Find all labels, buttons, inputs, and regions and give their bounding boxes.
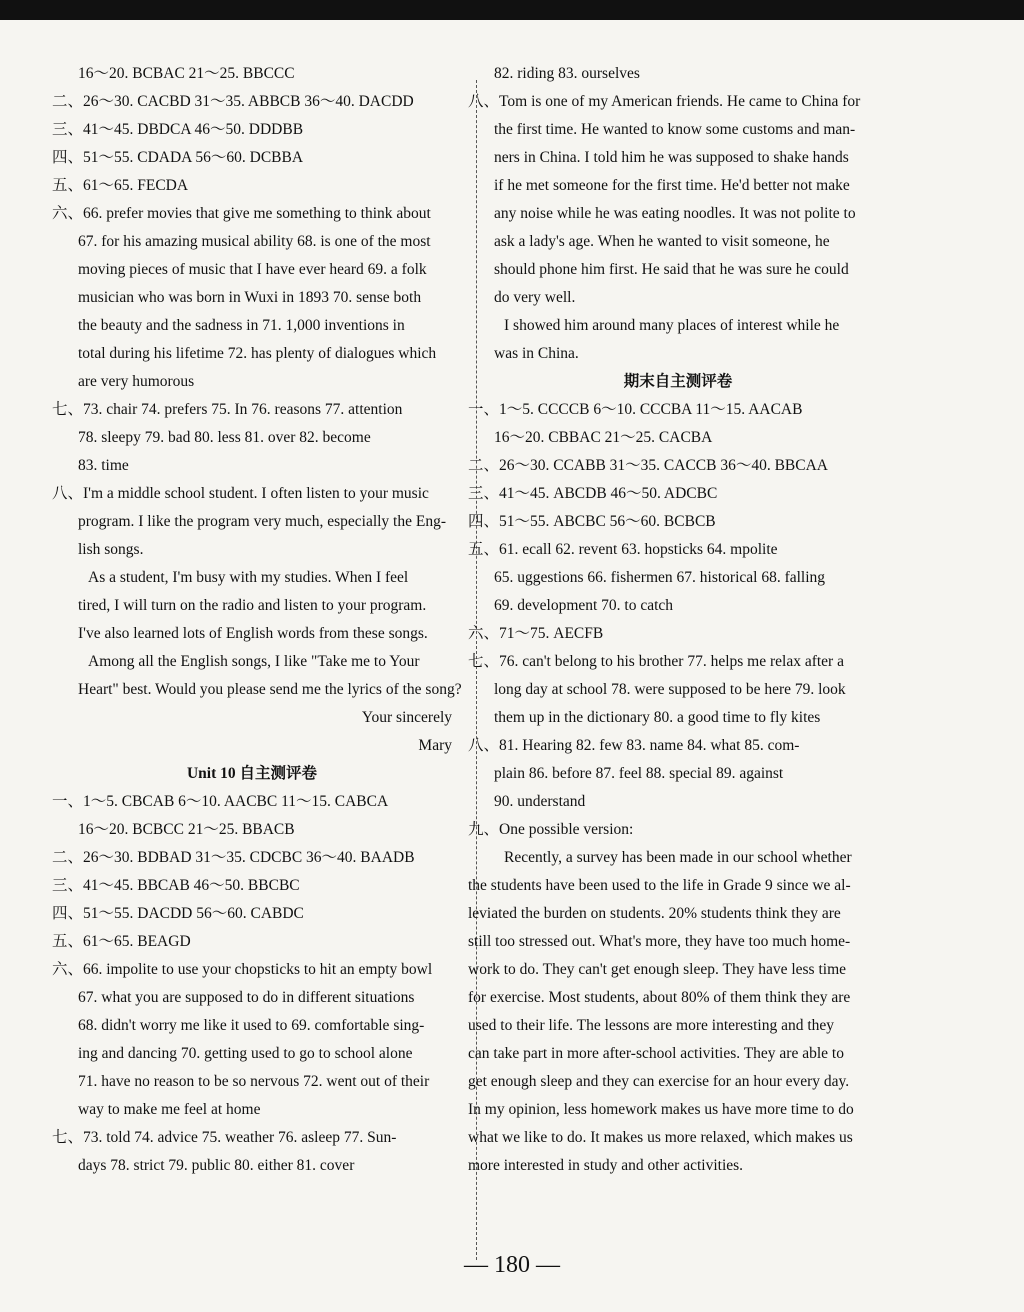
right-column-line: 90. understand bbox=[494, 793, 586, 810]
right-column-line: 82. riding 83. ourselves bbox=[494, 65, 640, 82]
left-column-line: days 78. strict 79. public 80. either 81. cover bbox=[78, 1157, 355, 1174]
left-column-line: the beauty and the sadness in 71. 1,000 inventions in bbox=[78, 317, 405, 334]
right-column bbox=[468, 60, 888, 1180]
left-column-line: 四、51～55. DACDD 56～60. CABDC bbox=[52, 905, 304, 922]
left-column-line: 67. for his amazing musical ability 68. is one of the most bbox=[78, 233, 431, 250]
right-column-line: long day at school 78. were supposed to be here 79. look bbox=[494, 681, 846, 698]
left-column-line: moving pieces of music that I have ever heard 69. a folk bbox=[78, 261, 427, 278]
right-column-line: more interested in study and other activities. bbox=[468, 1157, 744, 1174]
right-column-line: 八、Tom is one of my American friends. He came to China for bbox=[468, 93, 861, 110]
right-column-line: can take part in more after-school activities. They are able to bbox=[468, 1045, 844, 1062]
left-column-line: Heart" best. Would you please send me the lyrics of the song? bbox=[78, 681, 462, 698]
right-column-line: ask a lady's age. When he wanted to visit someone, he bbox=[494, 233, 830, 250]
right-column-line: 一、1～5. CCCCB 6～10. CCCBA 11～15. AACAB bbox=[468, 401, 803, 418]
left-column-line: 四、51～55. CDADA 56～60. DCBBA bbox=[52, 149, 304, 166]
left-column-line: program. I like the program very much, especially the Eng- bbox=[78, 513, 446, 530]
left-column-line: 78. sleepy 79. bad 80. less 81. over 82. become bbox=[78, 429, 371, 446]
right-column-line: leviated the burden on students. 20% students think they are bbox=[468, 905, 841, 922]
left-column-line: 七、73. chair 74. prefers 75. In 76. reasons 77. attention bbox=[52, 401, 403, 418]
right-column-line: them up in the dictionary 80. a good time to fly kites bbox=[494, 709, 821, 726]
right-column-line: what we like to do. It makes us more relaxed, which makes us bbox=[468, 1129, 853, 1146]
left-column-line: 六、66. prefer movies that give me something to think about bbox=[52, 205, 431, 222]
left-column-line: way to make me feel at home bbox=[78, 1101, 261, 1118]
left-column-line: lish songs. bbox=[78, 541, 144, 558]
right-column-line: 65. uggestions 66. fishermen 67. historical 68. falling bbox=[494, 569, 826, 586]
right-column-line: for exercise. Most students, about 80% of them think they are bbox=[468, 989, 851, 1006]
left-column-line: 七、73. told 74. advice 75. weather 76. asleep 77. Sun- bbox=[52, 1129, 397, 1146]
left-column-line: 67. what you are supposed to do in different situations bbox=[78, 989, 415, 1006]
right-column-line: any noise while he was eating noodles. It was not polite to bbox=[494, 205, 856, 222]
right-column-line: 四、51～55. ABCBC 56～60. BCBCB bbox=[468, 513, 716, 530]
left-column-line: Unit 10 自主测评卷 bbox=[186, 765, 318, 782]
right-column-line: 五、61. ecall 62. revent 63. hopsticks 64. mpolite bbox=[468, 541, 778, 558]
left-column-line: As a student, I'm busy with my studies. When I feel bbox=[88, 569, 409, 586]
right-column-line: get enough sleep and they can exercise for an hour every day. bbox=[468, 1073, 850, 1090]
page-number: — 180 — bbox=[464, 1252, 560, 1278]
left-column-line: 二、26～30. BDBAD 31～35. CDCBC 36～40. BAADB bbox=[52, 849, 415, 866]
right-column-line: 六、71～75. AECFB bbox=[468, 625, 604, 642]
left-column-line: ing and dancing 70. getting used to go to school alone bbox=[78, 1045, 413, 1062]
left-column-line: 一、1～5. CBCAB 6～10. AACBC 11～15. CABCA bbox=[52, 793, 389, 810]
left-column-line: Mary bbox=[418, 737, 452, 754]
right-column-line: 期末自主测评卷 bbox=[623, 373, 733, 390]
left-column-line: 71. have no reason to be so nervous 72. went out of their bbox=[78, 1073, 430, 1090]
left-column-line: Among all the English songs, I like "Take me to Your bbox=[88, 653, 420, 670]
right-column-line: used to their life. The lessons are more interesting and they bbox=[468, 1017, 835, 1034]
left-column-line: 16～20. BCBAC 21～25. BBCCC bbox=[78, 65, 295, 82]
left-column-line: musician who was born in Wuxi in 1893 70. sense both bbox=[78, 289, 422, 306]
left-column-line: 二、26～30. CACBD 31～35. ABBCB 36～40. DACDD bbox=[52, 93, 414, 110]
left-column bbox=[52, 60, 462, 1180]
right-column-line: 八、81. Hearing 82. few 83. name 84. what 85. com- bbox=[468, 737, 800, 754]
right-column-line: work to do. They can't get enough sleep. They have less time bbox=[468, 961, 847, 978]
left-column-line: 五、61～65. BEAGD bbox=[52, 933, 191, 950]
top-border bbox=[0, 0, 1024, 20]
right-column-line: 九、One possible version: bbox=[468, 821, 634, 838]
right-column-line: do very well. bbox=[494, 289, 576, 306]
right-column-line: 16～20. CBBAC 21～25. CACBA bbox=[494, 429, 713, 446]
left-column-line: I've also learned lots of English words from these songs. bbox=[78, 625, 428, 642]
right-column-line: 69. development 70. to catch bbox=[494, 597, 674, 614]
right-column-line: 二、26～30. CCABB 31～35. CACCB 36～40. BBCAA bbox=[468, 457, 828, 474]
left-column-line: tired, I will turn on the radio and listen to your program. bbox=[78, 597, 427, 614]
left-column-line: 三、41～45. BBCAB 46～50. BBCBC bbox=[52, 877, 300, 894]
left-column-line: total during his lifetime 72. has plenty of dialogues which bbox=[78, 345, 437, 362]
right-column-line: should phone him first. He said that he was sure he could bbox=[494, 261, 849, 278]
right-column-line: 三、41～45. ABCDB 46～50. ADCBC bbox=[468, 485, 718, 502]
right-column-line: Recently, a survey has been made in our school whether bbox=[504, 849, 852, 866]
left-column-line: 三、41～45. DBDCA 46～50. DDDBB bbox=[52, 121, 304, 138]
right-column-line: ners in China. I told him he was supposed to shake hands bbox=[494, 149, 849, 166]
left-column-line: 83. time bbox=[78, 457, 129, 474]
right-column-line: still too stressed out. What's more, they have too much home- bbox=[468, 933, 851, 950]
right-column-line: plain 86. before 87. feel 88. special 89. against bbox=[494, 765, 784, 782]
left-column-line: Your sincerely bbox=[361, 709, 452, 726]
right-column-line: the first time. He wanted to know some customs and man- bbox=[494, 121, 856, 138]
right-column-line: I showed him around many places of interest while he bbox=[504, 317, 840, 334]
left-column-line: 68. didn't worry me like it used to 69. comfortable sing- bbox=[78, 1017, 425, 1034]
right-column-line: In my opinion, less homework makes us have more time to do bbox=[468, 1101, 854, 1118]
left-column-line: 六、66. impolite to use your chopsticks to hit an empty bowl bbox=[52, 961, 433, 978]
right-column-line: 七、76. can't belong to his brother 77. helps me relax after a bbox=[468, 653, 844, 670]
right-column-line: was in China. bbox=[494, 345, 579, 362]
right-column-line: the students have been used to the life in Grade 9 since we al- bbox=[468, 877, 851, 894]
right-column-line: if he met someone for the first time. He'd better not make bbox=[494, 177, 850, 194]
left-column-line: 八、I'm a middle school student. I often listen to your music bbox=[52, 485, 429, 502]
left-column-line: 16～20. BCBCC 21～25. BBACB bbox=[78, 821, 295, 838]
left-column-line: 五、61～65. FECDA bbox=[52, 177, 189, 194]
left-column-line: are very humorous bbox=[78, 373, 195, 390]
